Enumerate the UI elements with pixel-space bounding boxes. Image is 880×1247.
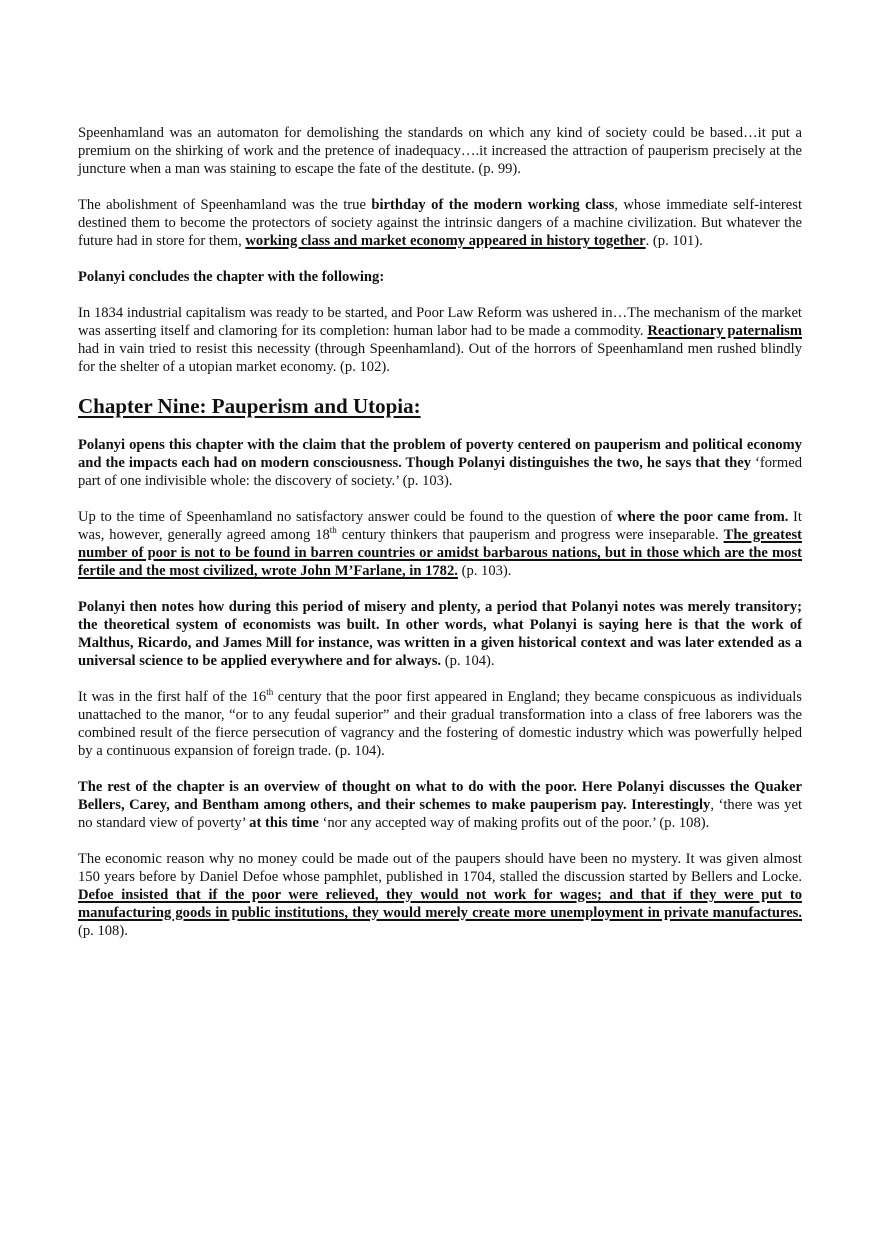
paragraph-opens-chapter bbox=[78, 436, 802, 490]
p8-superscript: th bbox=[266, 687, 274, 698]
p4-underlined-bold: Reactionary paternalism bbox=[647, 323, 802, 339]
paragraph-defoe bbox=[78, 850, 802, 940]
p2-text-a: The abolishment of Speenhamland was the true bbox=[78, 197, 372, 213]
p6-superscript: th bbox=[329, 525, 337, 536]
p7-citation: (p. 104). bbox=[441, 653, 495, 669]
p7-bold: Polanyi then notes how during this period of misery and plenty, a period that Polanyi notes was merely transitory; the theoretical system of economists was built. In other words, what Polanyi is saying here is that the work of Malthus, Ricardo, and James Mill for instance, was written in a given historical context and was later extended as a universal science to be applied everywhere and for always. bbox=[78, 599, 802, 669]
p6-text-a: Up to the time of Speenhamland no satisfactory answer could be found to the question of bbox=[78, 509, 618, 525]
p2-bold-a: birthday of the modern working class bbox=[371, 197, 615, 213]
paragraph-speenhamland-quote bbox=[78, 124, 802, 178]
p1-text: Speenhamland was an automaton for demolishing the standards on which any kind of society could be based…it put a premium on the shirking of work and the pretence of inadequacy….it increased the attraction of pauperism precisely at the juncture when a man was staining to escape the fate of the destitute. (p. 99). bbox=[78, 125, 802, 177]
p6-text-c: It was, however, generally agreed among 18 bbox=[78, 509, 802, 543]
document-page bbox=[78, 124, 802, 940]
p10-underlined-bold: Defoe insisted that if the poor were relieved, they would not work for wages; and that if they were put to manufacturing goods in public institutions, they would merely create more unemployment in private manufactures. bbox=[78, 887, 802, 921]
p2-citation: . (p. 101). bbox=[645, 233, 703, 249]
paragraph-where-poor-came-from bbox=[78, 508, 802, 580]
paragraph-16th-century bbox=[78, 688, 802, 760]
p10-text-a: The economic reason why no money could be made out of the paupers should have been no mystery. It was given almost 150 years before by Daniel Defoe whose pamphlet, published in 1704, stalled the discussion started by Bellers and Locke. bbox=[78, 851, 802, 885]
paragraph-misery-and-plenty bbox=[78, 598, 802, 670]
p2-underlined-bold: working class and market economy appeared in history together bbox=[245, 233, 646, 249]
p6-bold: where the poor came from. bbox=[617, 509, 789, 525]
p9-bold-a: The rest of the chapter is an overview of thought on what to do with the poor. Here Polanyi discusses the Quaker Bellers, Carey, and Bentham among others, and their schemes to make pauperism pay. Interestingly bbox=[78, 779, 802, 813]
paragraph-rest-of-chapter bbox=[78, 778, 802, 832]
p9-quote-a: , ‘there was yet no standard view of poverty’ bbox=[78, 797, 802, 831]
p4-text-c: had in vain tried to resist this necessity (through Speenhamland). Out of the horrors of Speenhamland men rushed blindly for the shelter of a utopian market economy. (p. 102). bbox=[78, 341, 802, 375]
p6-underlined-bold: The greatest number of poor is not to be found in barren countries or amidst barbarous nations, but in those which are the most fertile and the most civilized, wrote John M’Farlane, in 1782. bbox=[78, 527, 803, 579]
p9-quote-b: ‘nor any accepted way of making profits out of the poor.’ (p. 108). bbox=[318, 815, 710, 831]
p10-citation: (p. 108). bbox=[78, 923, 128, 939]
p4-text-a: In 1834 industrial capitalism was ready to be started, and Poor Law Reform was ushered in…The mechanism of the market was asserting itself and clamoring for its completion: human labor had to be made a commodity. bbox=[78, 305, 802, 339]
paragraph-abolishment bbox=[78, 196, 802, 250]
p6-text-d: century thinkers that pauperism and progress were inseparable. bbox=[336, 527, 724, 543]
paragraph-concludes bbox=[78, 268, 802, 286]
p9-bold-c: at this time bbox=[249, 815, 319, 831]
p5-quote: ‘formed part of one indivisible whole: the discovery of society.’ (p. 103). bbox=[78, 455, 803, 489]
paragraph-1834 bbox=[78, 304, 802, 376]
p2-text-c: , whose immediate self-interest destined them to become the protectors of society against the intrinsic dangers of a machine civilization. But whatever the future had in store for them, bbox=[78, 197, 802, 249]
p8-text-a: It was in the first half of the 16 bbox=[78, 689, 267, 705]
p3-bold: Polanyi concludes the chapter with the following: bbox=[78, 269, 385, 285]
p8-text-b: century that the poor first appeared in England; they became conspicuous as individuals unattached to the manor, “or to any feudal superior” and their gradual transformation into a class of free laborers was the combined result of the fierce persecution of vagrancy and the fostering of domestic industry which was powerfully helped by a continuous expansion of foreign trade. (p. 104). bbox=[78, 689, 802, 759]
p5-bold: Polanyi opens this chapter with the claim that the problem of poverty centered on pauperism and political economy and the impacts each had on modern consciousness. Though Polanyi distinguishes the two, he says that they bbox=[78, 437, 802, 471]
p6-citation: (p. 103). bbox=[457, 563, 512, 579]
chapter-heading: Chapter Nine: Pauperism and Utopia: bbox=[78, 394, 421, 418]
